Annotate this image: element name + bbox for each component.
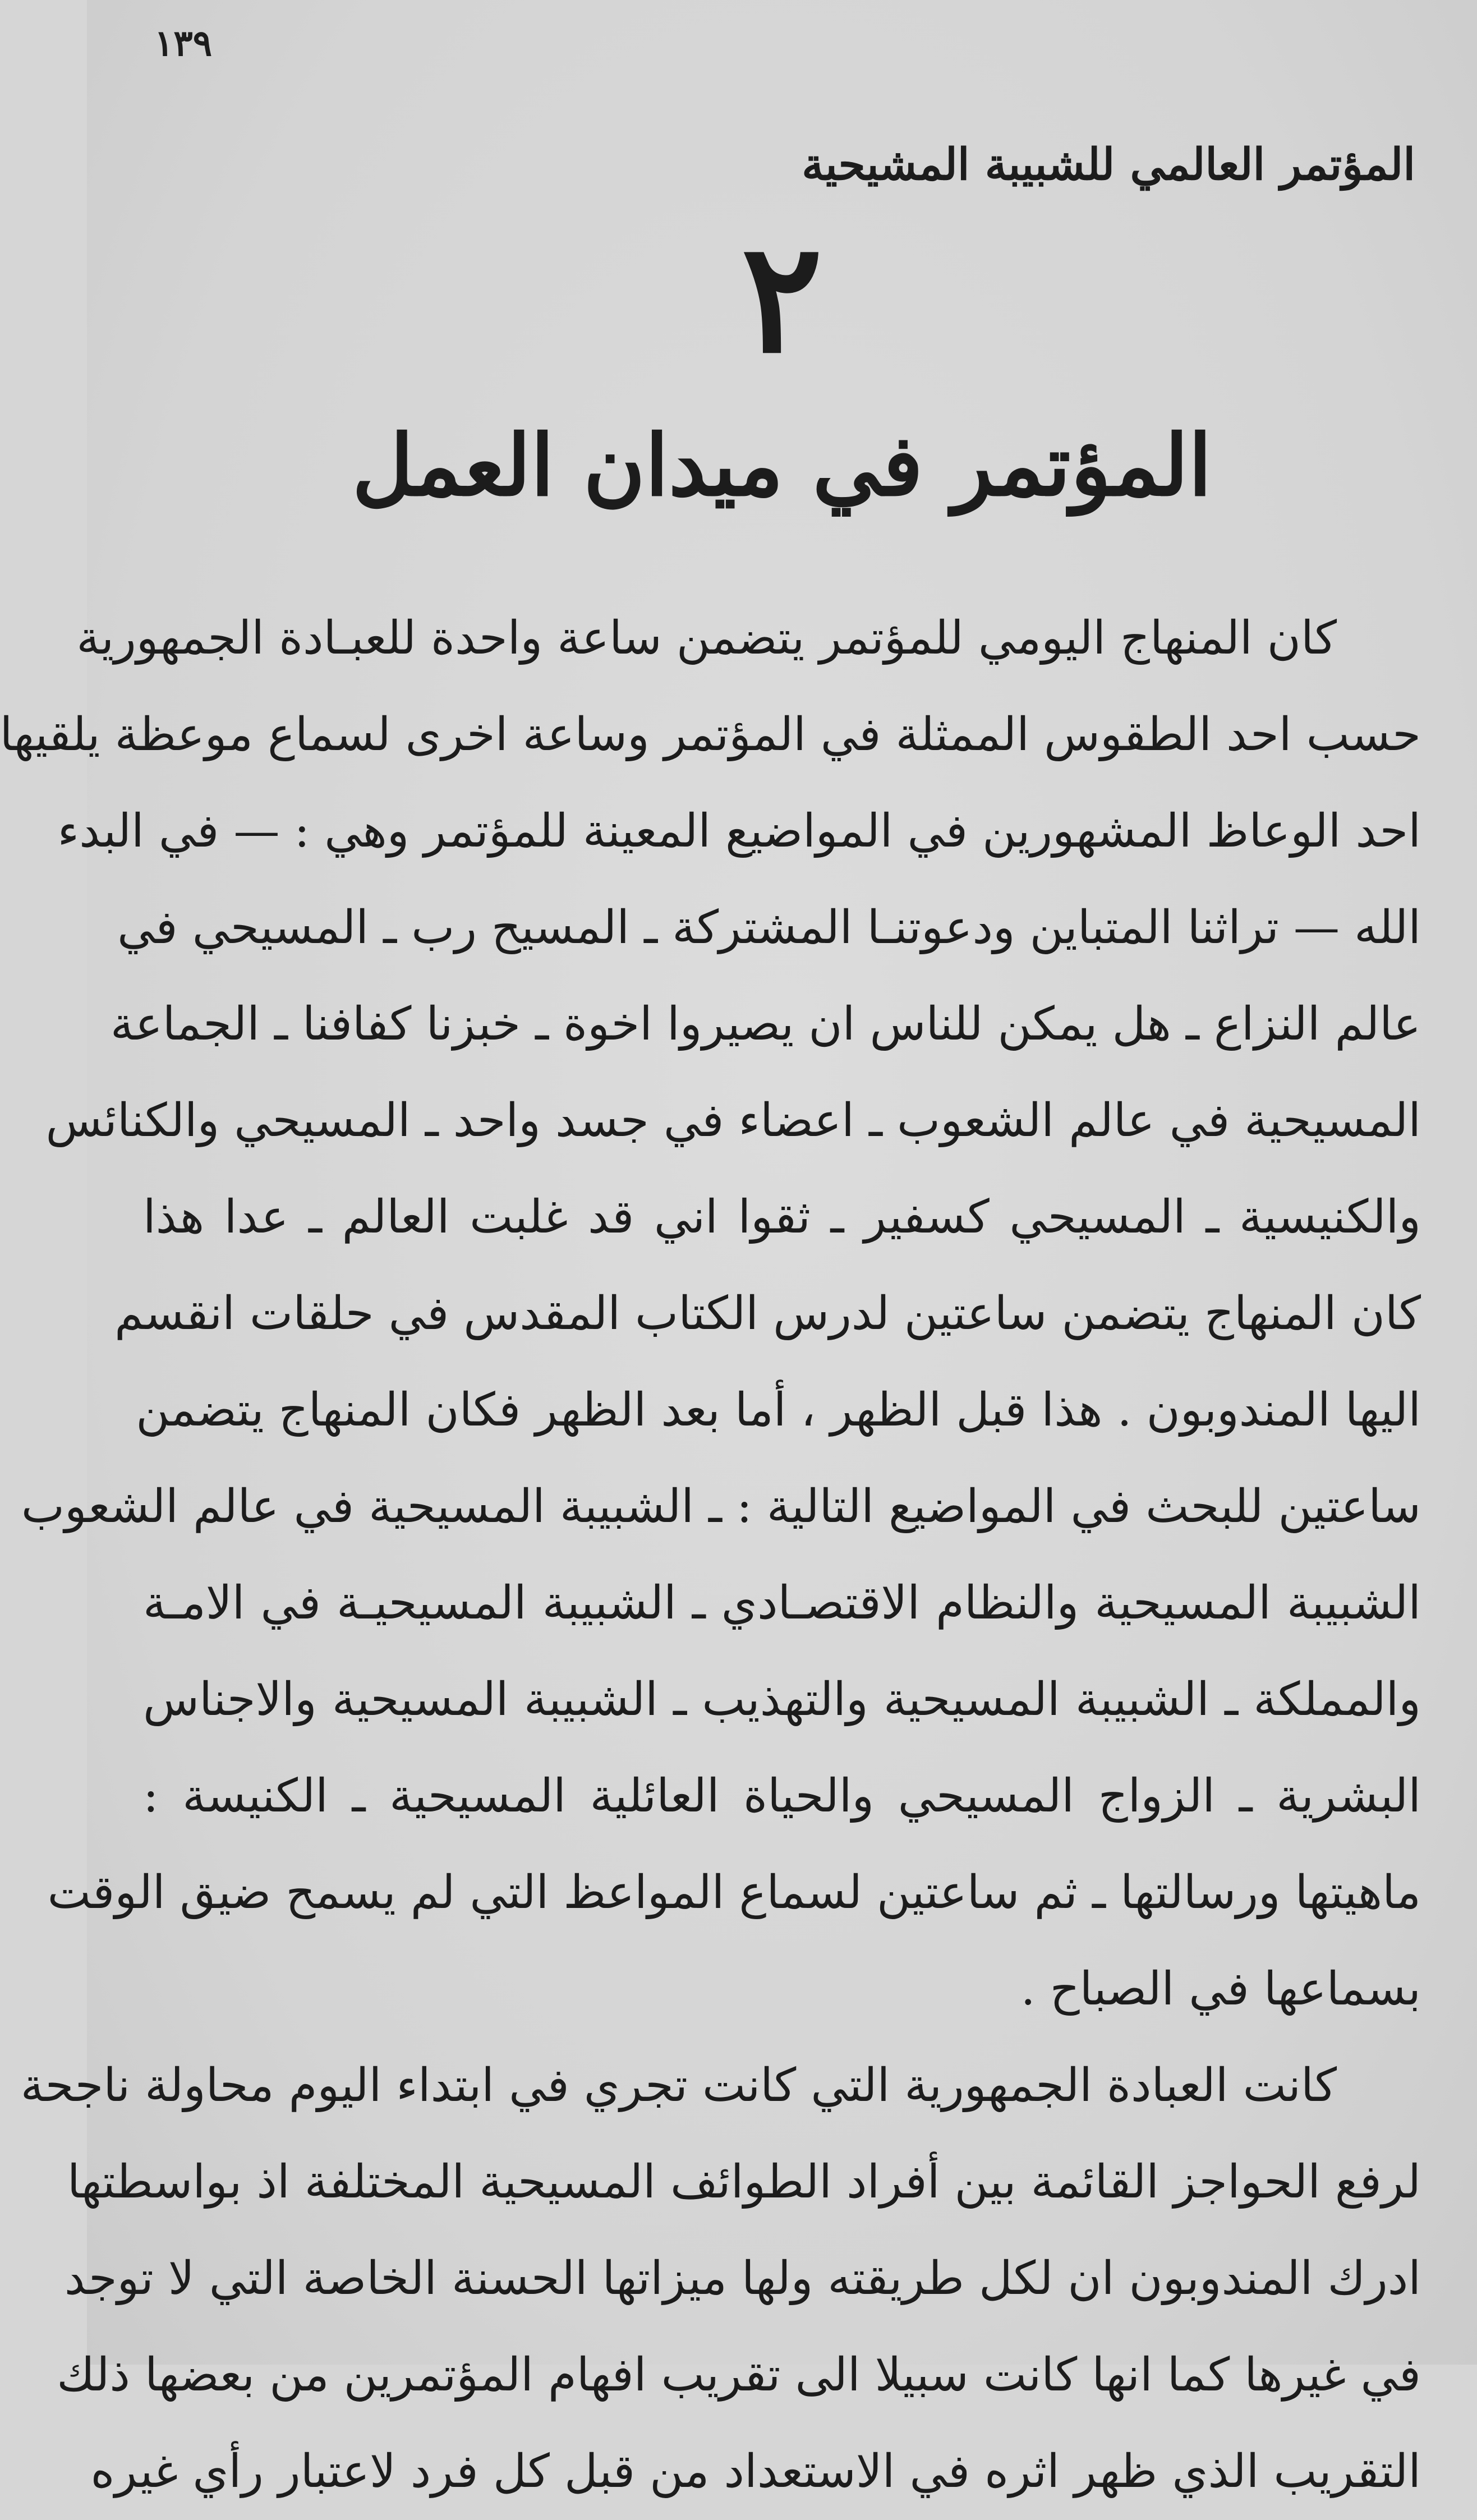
text-line: والكنيسية ـ المسيحي كسفير ـ ثقوا اني قد غلبت العالم ـ عدا هذا bbox=[143, 1190, 1421, 1244]
text-line: والمملكة ـ الشبيبة المسيحية والتهذيب ـ الشبيبة المسيحية والاجناس bbox=[143, 1673, 1421, 1726]
paragraph-1 bbox=[0, 590, 1421, 2038]
text-line: اليها المندوبون . هذا قبل الظهر ، أما بعد الظهر فكان المنهاج يتضمن bbox=[136, 1383, 1421, 1437]
text-line: البشرية ـ الزواج المسيحي والحياة العائلية المسيحية ـ الكنيسة : bbox=[143, 1769, 1421, 1823]
text-line: في غيرها كما انها كانت سبيلا الى تقريب افهام المؤتمرين من بعضها ذلك bbox=[57, 2348, 1421, 2402]
text-line: بسماعها في الصباح . bbox=[1020, 1962, 1421, 2016]
text-line: كانت العبادة الجمهورية التي كانت تجري في ابتداء اليوم محاولة ناجحة bbox=[20, 2059, 1337, 2112]
text-line: كان المنهاج يتضمن ساعتين لدرس الكتاب المقدس في حلقات انقسم bbox=[114, 1287, 1421, 1340]
text-line: ساعتين للبحث في المواضيع التالية : ـ الشبيبة المسيحية في عالم الشعوب bbox=[21, 1480, 1421, 1533]
chapter-title: المؤتمر في ميدان العمل bbox=[352, 416, 1212, 515]
page-number: ١٣٩ bbox=[154, 22, 213, 65]
text-line: ادرك المندوبون ان لكل طريقته ولها ميزاتها الحسنة الخاصة التي لا توجد bbox=[64, 2252, 1421, 2305]
text-line: ماهيتها ورسالتها ـ ثم ساعتين لسماع المواعظ التي لم يسمح ضيق الوقت bbox=[47, 1866, 1421, 1919]
text-line: الله — تراثنا المتباين ودعوتنـا المشتركة ـ المسيح رب ـ المسيحي في bbox=[117, 901, 1421, 954]
running-head: المؤتمر العالمي للشبيبة المشيحية bbox=[802, 139, 1415, 190]
chapter-number: ٢ bbox=[741, 208, 823, 387]
text-line: كان المنهاج اليومي للمؤتمر يتضمن ساعة واحدة للعبـادة الجمهورية bbox=[76, 611, 1337, 665]
text-line: عالم النزاع ـ هل يمكن للناس ان يصيروا اخوة ـ خبزنا كفافنا ـ الجماعة bbox=[110, 997, 1421, 1051]
text-line: الشبيبة المسيحية والنظام الاقتصـادي ـ الشبيبة المسيحيـة في الامـة bbox=[143, 1576, 1421, 1630]
text-line: التقريب الذي ظهر اثره في الاستعداد من قبل كل فرد لاعتبار رأي غيره bbox=[90, 2445, 1421, 2498]
text-line: لرفع الحواجز القائمة بين أفراد الطوائف المسيحية المختلفة اذ بواسطتها bbox=[67, 2155, 1421, 2209]
body-text bbox=[0, 590, 1421, 2520]
text-line: المسيحية في عالم الشعوب ـ اعضاء في جسد واحد ـ المسيحي والكنائس bbox=[45, 1094, 1421, 1147]
text-line: احد الوعاظ المشهورين في المواضيع المعينة للمؤتمر وهي : — في البدء bbox=[57, 804, 1421, 858]
paragraph-2 bbox=[20, 2038, 1421, 2520]
text-line: حسب احد الطقوس الممثلة في المؤتمر وساعة اخرى لسماع موعظة يلقيها bbox=[0, 708, 1421, 761]
